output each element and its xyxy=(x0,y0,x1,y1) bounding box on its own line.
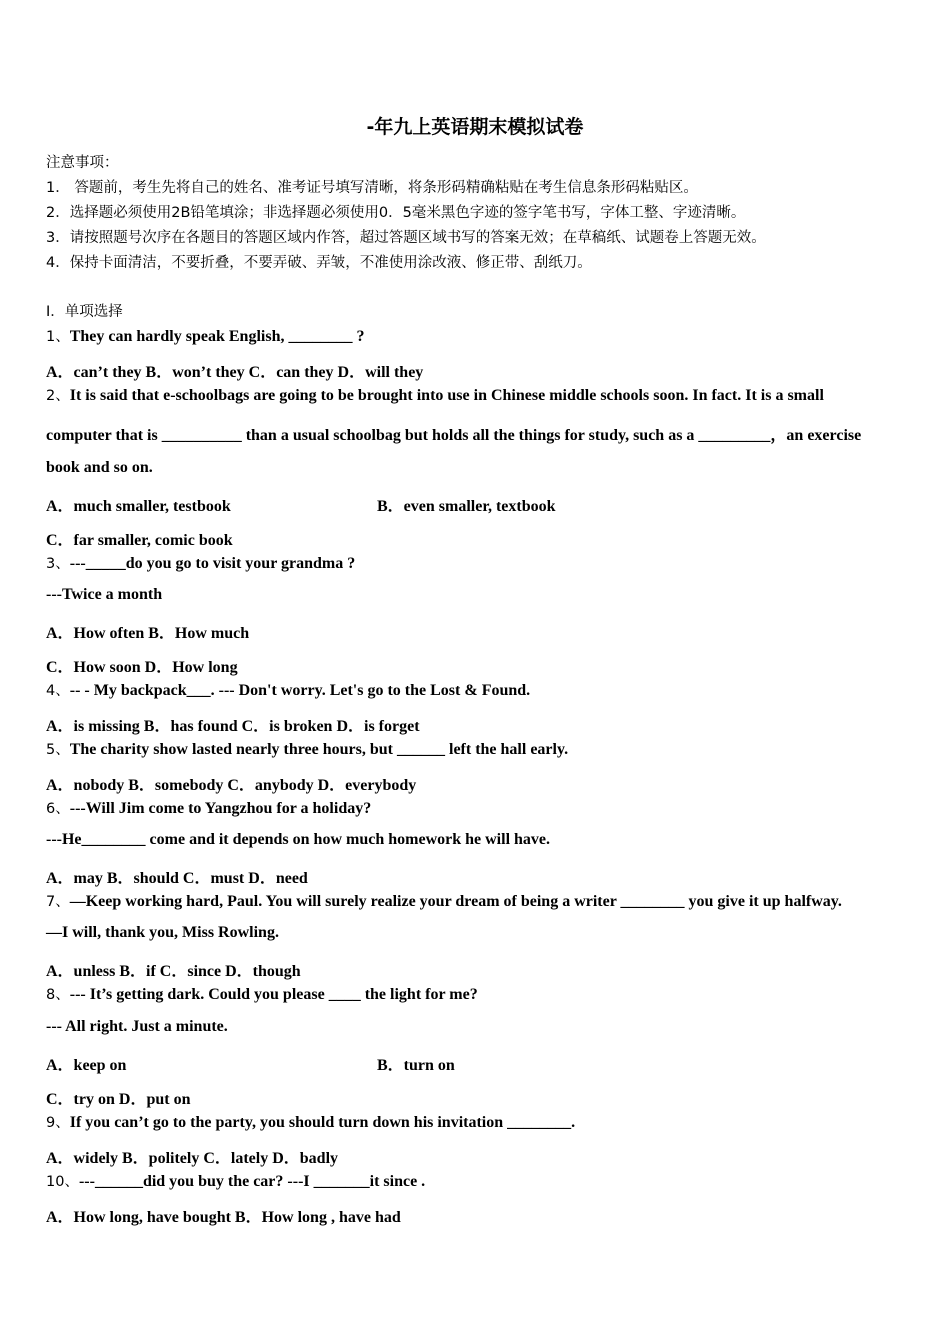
question-4 xyxy=(46,679,530,700)
question-number: 2、 xyxy=(46,388,70,404)
question-2-option-b: B．even smaller, textbook xyxy=(377,498,556,515)
question-3-options-cd: C．How soon D．How long xyxy=(46,659,238,676)
notice-item-2: 2．选择题必须使用2B铅笔填涂；非选择题必须使用0．5毫米黑色字迹的签字笔书写，字体工整、字迹清晰。 xyxy=(46,205,746,221)
question-6-line-2: ---He________ come and it depends on how much homework he will have. xyxy=(46,831,551,848)
question-6-options: A．may B．should C．must D．need xyxy=(46,870,308,887)
question-4-options: A．is missing B．has found C．is broken D．is forget xyxy=(46,718,420,735)
question-8-option-b: B．turn on xyxy=(377,1057,455,1074)
question-text: —Keep working hard, Paul. You will surely realize your dream of being a writer ________ you give it up halfway. xyxy=(69,893,842,910)
question-8-line-2: --- All right. Just a minute. xyxy=(46,1018,228,1035)
question-number: 1、 xyxy=(46,329,70,345)
question-9-options: A．widely B．politely C．lately D．badly xyxy=(46,1150,339,1167)
question-7 xyxy=(46,890,842,911)
question-text: -- - My backpack___. --- Don't worry. Let's go to the Lost & Found. xyxy=(69,682,531,699)
question-text: They can hardly speak English, ________ ? xyxy=(69,328,365,345)
question-number: 5、 xyxy=(46,742,70,758)
question-9 xyxy=(46,1111,575,1132)
notice-item-1: 1． 答题前，考生先将自己的姓名、准考证号填写清晰，将条形码精确粘贴在考生信息条形码粘贴区。 xyxy=(46,180,698,196)
section-heading: Ⅰ．单项选择 xyxy=(46,304,123,320)
question-text: It is said that e-schoolbags are going to be brought into use in Chinese middle schools soon. In fact. It is a small xyxy=(69,387,824,404)
question-number: 6、 xyxy=(46,801,70,817)
question-5-options: A．nobody B．somebody C．anybody D．everybody xyxy=(46,777,417,794)
question-5 xyxy=(46,738,568,759)
question-number: 10、 xyxy=(46,1174,79,1190)
question-7-options: A．unless B．if C．since D．though xyxy=(46,963,301,980)
question-text: ---Will Jim come to Yangzhou for a holiday? xyxy=(69,800,372,817)
question-3 xyxy=(46,552,355,573)
notice-item-4: 4．保持卡面清洁，不要折叠，不要弄破、弄皱，不准使用涂改液、修正带、刮纸刀。 xyxy=(46,255,592,271)
question-2-line-3: book and so on. xyxy=(46,459,153,476)
question-10 xyxy=(46,1170,425,1191)
notice-item-3: 3．请按照题号次序在各题目的答题区域内作答，超过答题区域书写的答案无效；在草稿纸、试题卷上答题无效。 xyxy=(46,230,766,246)
question-text: --- It’s getting dark. Could you please ____ the light for me? xyxy=(69,986,478,1003)
question-number: 9、 xyxy=(46,1115,70,1131)
question-text: The charity show lasted nearly three hours, but ______ left the hall early. xyxy=(69,741,569,758)
question-number: 3、 xyxy=(46,556,70,572)
question-8-options-cd: C．try on D．put on xyxy=(46,1091,191,1108)
question-10-options: A．How long, have bought B．How long , have had xyxy=(46,1209,401,1226)
question-3-line-2: ---Twice a month xyxy=(46,586,163,603)
question-2-line-2: computer that is __________ than a usual schoolbag but holds all the things for study, such as a _________，an exercise xyxy=(46,427,862,444)
question-6 xyxy=(46,797,371,818)
question-1 xyxy=(46,325,364,346)
question-1-options: A．can’t they B．won’t they C．can they D．will they xyxy=(46,364,424,381)
notice-heading: 注意事项： xyxy=(46,155,119,171)
question-2 xyxy=(46,384,824,405)
question-text: ---______did you buy the car? ---I _______it since . xyxy=(78,1173,426,1190)
question-2-option-c: C．far smaller, comic book xyxy=(46,532,233,549)
question-7-line-2: —I will, thank you, Miss Rowling. xyxy=(46,924,279,941)
question-text: ---_____do you go to visit your grandma ? xyxy=(69,555,356,572)
question-number: 4、 xyxy=(46,683,70,699)
question-number: 7、 xyxy=(46,894,70,910)
question-number: 8、 xyxy=(46,987,70,1003)
question-text: If you can’t go to the party, you should turn down his invitation ________. xyxy=(69,1114,576,1131)
question-3-options-ab: A．How often B．How much xyxy=(46,625,250,642)
question-2-option-a: A．much smaller, testbook xyxy=(46,498,231,515)
question-8-option-a: A．keep on xyxy=(46,1057,127,1074)
question-8 xyxy=(46,983,478,1004)
page-title: -年九上英语期末模拟试卷 xyxy=(366,116,584,138)
